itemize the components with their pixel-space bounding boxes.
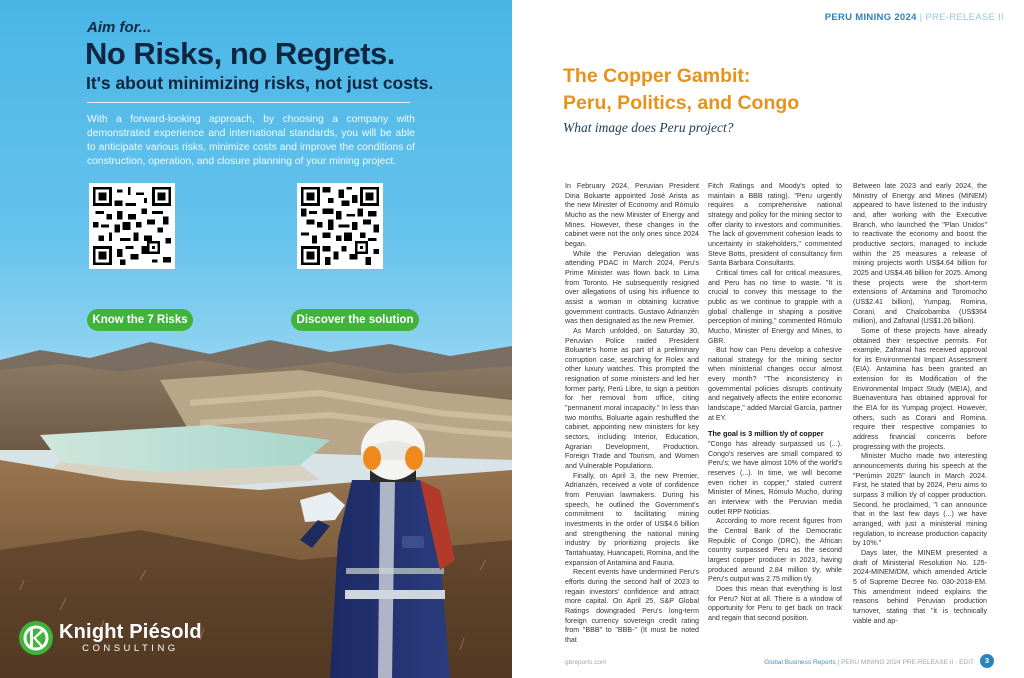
qr-code-solution[interactable] [297,183,383,269]
paragraph: In February 2024, Peruvian President Dina Boluarte appointed José Arista as the new Minister of Economy and Rómulo Mucho as the new Minister of Energy and Mines. However, these changes in the cabinet were not the only ones since 2024 began. [565,182,699,248]
paragraph: "Congo has already surpassed us (...). Congo's reserves are small compared to Peru's; we have almost 10% of the world's reserves (...). In time, we will become even richer in copper," stated current Minister of Mines, Rómulo Mucho, during an interview with the Peruvian media outlet RPP Noticias. [708,440,842,516]
paragraph: According to more recent figures from the Central Bank of the Democratic Republic of Congo (DRC), the African country surpassed Peru as the second largest copper producer in 2023, having produced around 2.84 million t/y, while Peru's output was 2.75 million t/y. [708,517,842,584]
article-column-3 [853,182,987,626]
kp-logo-icon [18,620,54,656]
qr-code-icon [301,187,379,265]
footer-publisher: Global Business Reports [764,659,836,666]
knight-piesold-logo [18,620,202,656]
footer-edition: PERU MINING 2024 PRE-RELEASE II - EDIT [841,659,974,666]
paragraph: Finally, on April 3, the new Premier, Adrianzén, received a vote of confidence from Peruvian lawmakers. During his speech, he outlined the Government's commitment to facilitating mining investments in the order of US$4.6 billion and strengthening the national mining industry by prioritizing projects like Tantahuatay, Huancapeti, Romina, and the expansion of Antamina and Fauna. [565,471,699,567]
article-column-2 [708,182,842,624]
logo-wordmark: Knight Piésold [59,621,202,643]
paragraph: Does this mean that everything is lost for Peru? Not at all. There is a window of opportunity for Peru to get back on track and regain that second position. [708,584,842,622]
paragraph: Recent events have undermined Peru's efforts during the second half of 2023 to regain investors' confidence and attract more capital. On April 25, S&P Global Ratings downgraded Peru's long-term foreign currency sovereign credit rating from "BBB" to "BBB-" (It must be noted that [565,568,699,644]
know-risks-button[interactable]: Know the 7 Risks [87,309,193,331]
paragraph: Between late 2023 and early 2024, the Ministry of Energy and Mines (MINEM) appeared to have listened to the industry and, after working with the Executive Branch, who launched the "Plan Unidos" to reactivate the economy and boost the productive sectors, managed to include within the 25 measures a release of mining projects worth US$4.64 billion for 2025 and US$4.46 billion for 2025. Among these projects were the short-term extensions of Antamina and Toromocho (US$2.41 billion), Yumpag, Romina, Corani, and Chalcobamba (US$364 million), and Zafranal (US$1.26 billion). [853,182,987,326]
article-title [563,63,799,117]
ad-body-text: With a forward-looking approach, by choosing a company with demonstrated experience and international standards, you will be able to anticipate various risks, minimize costs and improve the conditions of construction, operation, and closure planning of your mining project. [87,114,415,167]
article-column-1 [565,182,699,646]
footer-publication: Global Business Reports | PERU MINING 2024 PRE-RELEASE II - EDIT [764,659,974,666]
paragraph: Days later, the MINEM presented a draft of Ministerial Resolution No. 125-2024-MINEM/DM, which amended Article 5 of Supreme Decree No. 030-2018-EM. This amendment indeed explains the reasons behind Peruvian production turnover, stating that "it is technically viable and ap- [853,548,987,625]
article-page [512,0,1024,678]
running-head-title: PERU MINING 2024 [824,12,917,23]
article-standfirst: What image does Peru project? [563,120,734,135]
qr-code-risks[interactable] [89,183,175,269]
paragraph: Fitch Ratings and Moody's opted to maintain a BBB rating). "Peru urgently requires a comprehensive national strategy and policy for the mining sector to offer clarity to investors and communities. The lack of government cohesion leads to uncertainty in stakeholders," commented Steve Botts, president of consultancy firm Santa Barbara Consultants. [708,182,842,268]
article-title-line-1: The Copper Gambit: [563,65,751,87]
running-head-tag: PRE-RELEASE II [925,12,1004,23]
ad-divider [87,102,410,103]
running-head: PERU MINING 2024 | PRE-RELEASE II [824,12,1004,23]
paragraph: Critical times call for critical measures, and Peru has no time to waste. "It is crucial to convey this message to the public as we continue to grapple with a global challenge in shaping a positive perception of mining," commented Rómulo Mucho, Minister of Energy and Mines, to GBR. [708,268,842,345]
ad-headline: No Risks, no Regrets. [85,36,395,71]
article-title-line-2: Peru, Politics, and Congo [563,92,800,114]
page-number: 3 [980,654,994,668]
footer-website: gbreports.com [565,659,607,666]
logo-tagline: CONSULTING [82,643,179,654]
qr-code-icon [93,187,171,265]
paragraph: While the Peruvian delegation was attending PDAC in March 2024, Peru's Prime Minister was flown back to Lima from Toronto. He subsequently resigned over allegations of using his influence to assist a woman in obtaining lucrative government contracts. Gustavo Adrianzén was then designated as the new Premier. [565,249,699,326]
ad-kicker: Aim for... [87,19,152,36]
section-subheading: The goal is 3 million t/y of copper [708,429,824,439]
discover-solution-button[interactable]: Discover the solution [291,309,419,331]
ad-subhead: It's about minimizing risks, not just costs. [86,73,434,93]
paragraph: Some of these projects have already obtained their respective permits. For example, Zafranal has received approval for its Environmental Impact Assessment (EIA). Antamina has been granted an extension for its Modification of the Environmental Impact Study (MEIA), and Buenaventura has obtained approval for the EIA for its Yumpag project. However, others, such as Corani and Romina, require their respective companies to address financial concerns before progressing with the projects. [853,326,987,451]
paragraph: Minister Mucho made two interesting announcements during his speech at the "Perúmin 2025" launch in March 2024. First, he stated that by 2024, Peru aims to surpass 3 million t/y of copper production. Second, he proclaimed, "I can announce that in the last few days (...) we have arranged, with just a ministerial mining regulation, to increase production capacity by 10%." [853,452,987,548]
paragraph: But how can Peru develop a cohesive national strategy for the mining sector when ministerial changes occur almost every month? "The inconsistency in governmental policies disrupts continuity and negatively affects the entire economic landscape," added Marcial García, partner at EY. [708,346,842,422]
paragraph: As March unfolded, on Saturday 30, Peruvian Police raided President Boluarte's home as part of a preliminary corruption case, searching for Rolex and other luxury watches. This prompted the resignation of some ministers and led her former party, Perú Libre, to sign a petition for her removal from office, citing "permanent moral incapacity." In less than two months, Boluarte again reshuffled the cabinet, appointing new ministers for key sectors, including Interior, Education, Agrarian Development, Production, Foreign Trade and Tourism, and Women and Vulnerable Populations. [565,326,699,471]
